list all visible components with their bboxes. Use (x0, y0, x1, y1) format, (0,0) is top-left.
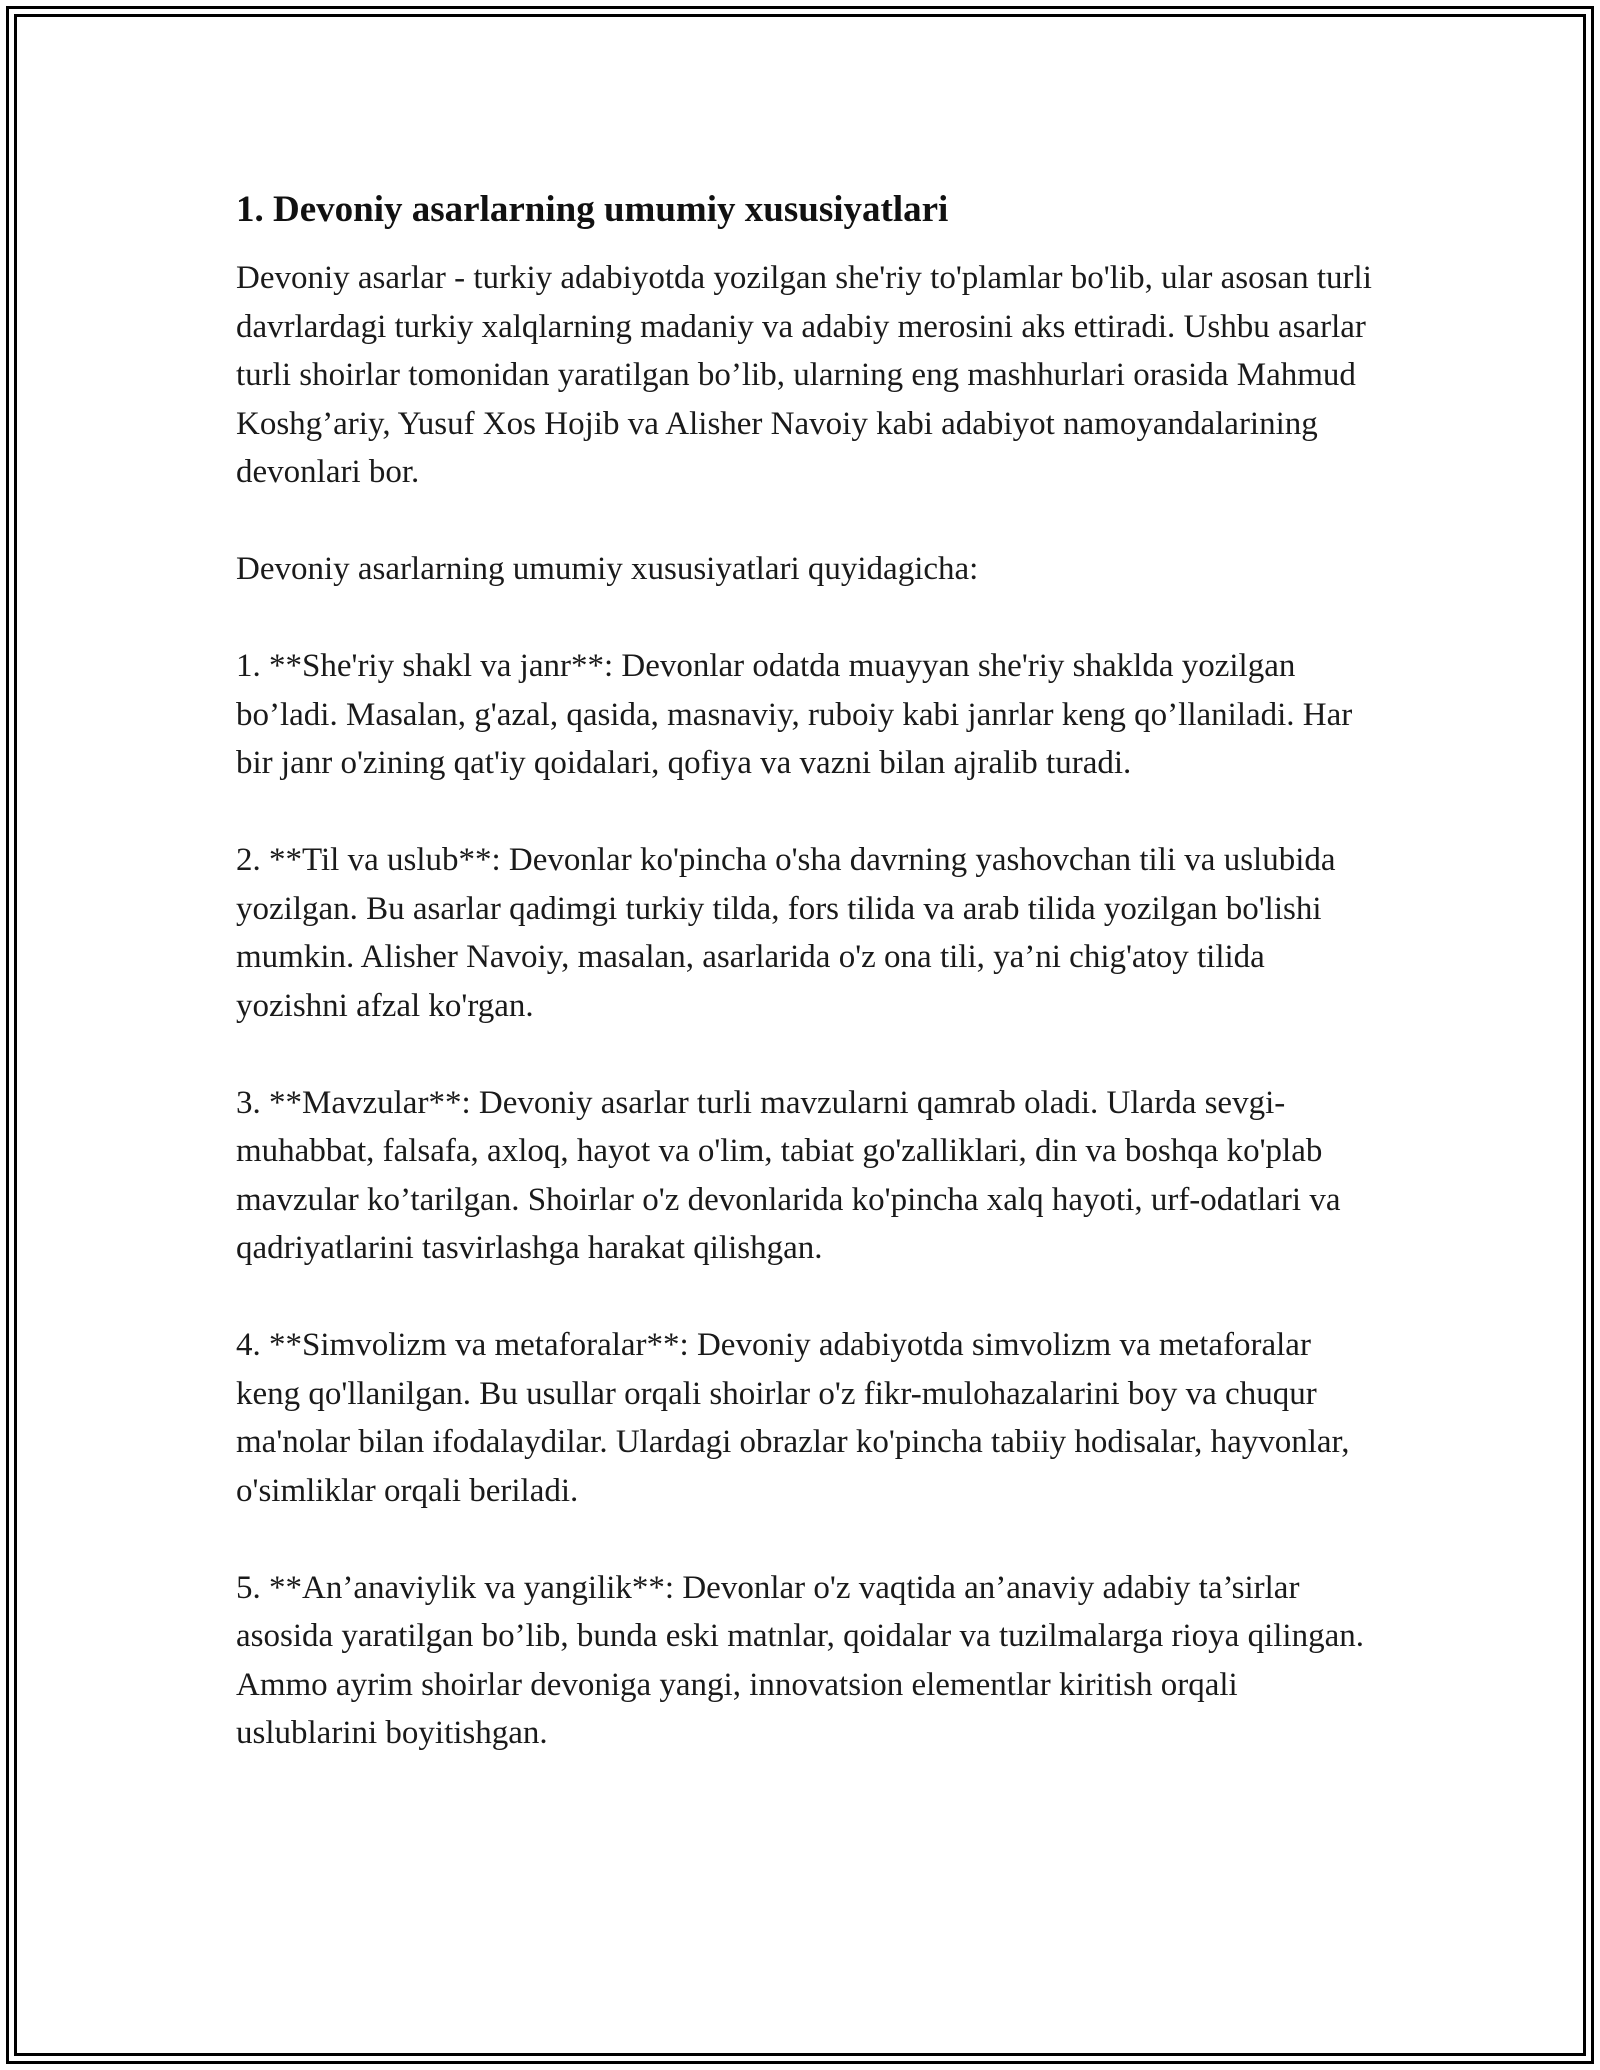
intro-paragraph: Devoniy asarlar - turkiy adabiyotda yozilgan she'riy to'plamlar bo'lib, ular asosan turli davrlardagi turkiy xalqlarning madaniy va adabiy merosini aks ettiradi. Ushbu asarlar turli shoirlar tomonidan yaratilgan bo’lib, ularning eng mashhurlari orasida Mahmud Koshg’ariy, Yusuf Xos Hojib va Alisher Navoiy kabi adabiyot namoyandalarining devonlari bor. (236, 260, 1372, 490)
list-item-paragraph: 5. **An’anaviylik va yangilik**: Devonlar o'z vaqtida an’anaviy adabiy ta’sirlar asosida yaratilgan bo’lib, bunda eski matnlar, qoidalar va tuzilmalarga rioya qilingan. Ammo ayrim shoirlar devoniga yangi, innovatsion elementlar kiritish orqali uslublarini boyitishgan. (236, 1569, 1364, 1751)
list-item-paragraph: 4. **Simvolizm va metaforalar**: Devoniy adabiyotda simvolizm va metaforalar keng qo'llanilgan. Bu usullar orqali shoirlar o'z fikr-mulohazalarini boy va chuqur ma'nolar bilan ifodalaydilar. Ulardagi obrazlar ko'pincha tabiiy hodisalar, hayvonlar, o'simliklar orqali beriladi. (236, 1327, 1350, 1509)
list-item-paragraph: 1. **She'riy shakl va janr**: Devonlar odatda muayyan she'riy shaklda yozilgan bo’ladi. Masalan, g'azal, qasida, masnaviy, ruboiy kabi janrlar keng qo’llaniladi. Har bir janr o'zining qat'iy qoidalari, qofiya va vazni bilan ajralib turadi. (236, 648, 1353, 781)
list-item-paragraph: 2. **Til va uslub**: Devonlar ko'pincha o'sha davrning yashovchan tili va uslubida yozilgan. Bu asarlar qadimgi turkiy tilda, fors tilida va arab tilida yozilgan bo'lishi mumkin. Alisher Navoiy, masalan, asarlarida o'z ona tili, ya’ni chig'atoy tilida yozishni afzal ko'rgan. (236, 842, 1336, 1024)
list-item-paragraph: 3. **Mavzular**: Devoniy asarlar turli mavzularni qamrab oladi. Ularda sevgi-muhabbat, falsafa, axloq, hayot va o'lim, tabiat go'zalliklari, din va boshqa ko'plab mavzular ko’tarilgan. Shoirlar o'z devonlarida ko'pincha xalq hayoti, urf-odatlari va qadriyatlarini tasvirlashga harakat qilishgan. (236, 1084, 1341, 1266)
list-intro-paragraph: Devoniy asarlarning umumiy xususiyatlari quyidagicha: (236, 551, 979, 587)
document-body (236, 186, 1376, 1806)
section-heading: 1. Devoniy asarlarning umumiy xususiyatlari (236, 189, 949, 230)
